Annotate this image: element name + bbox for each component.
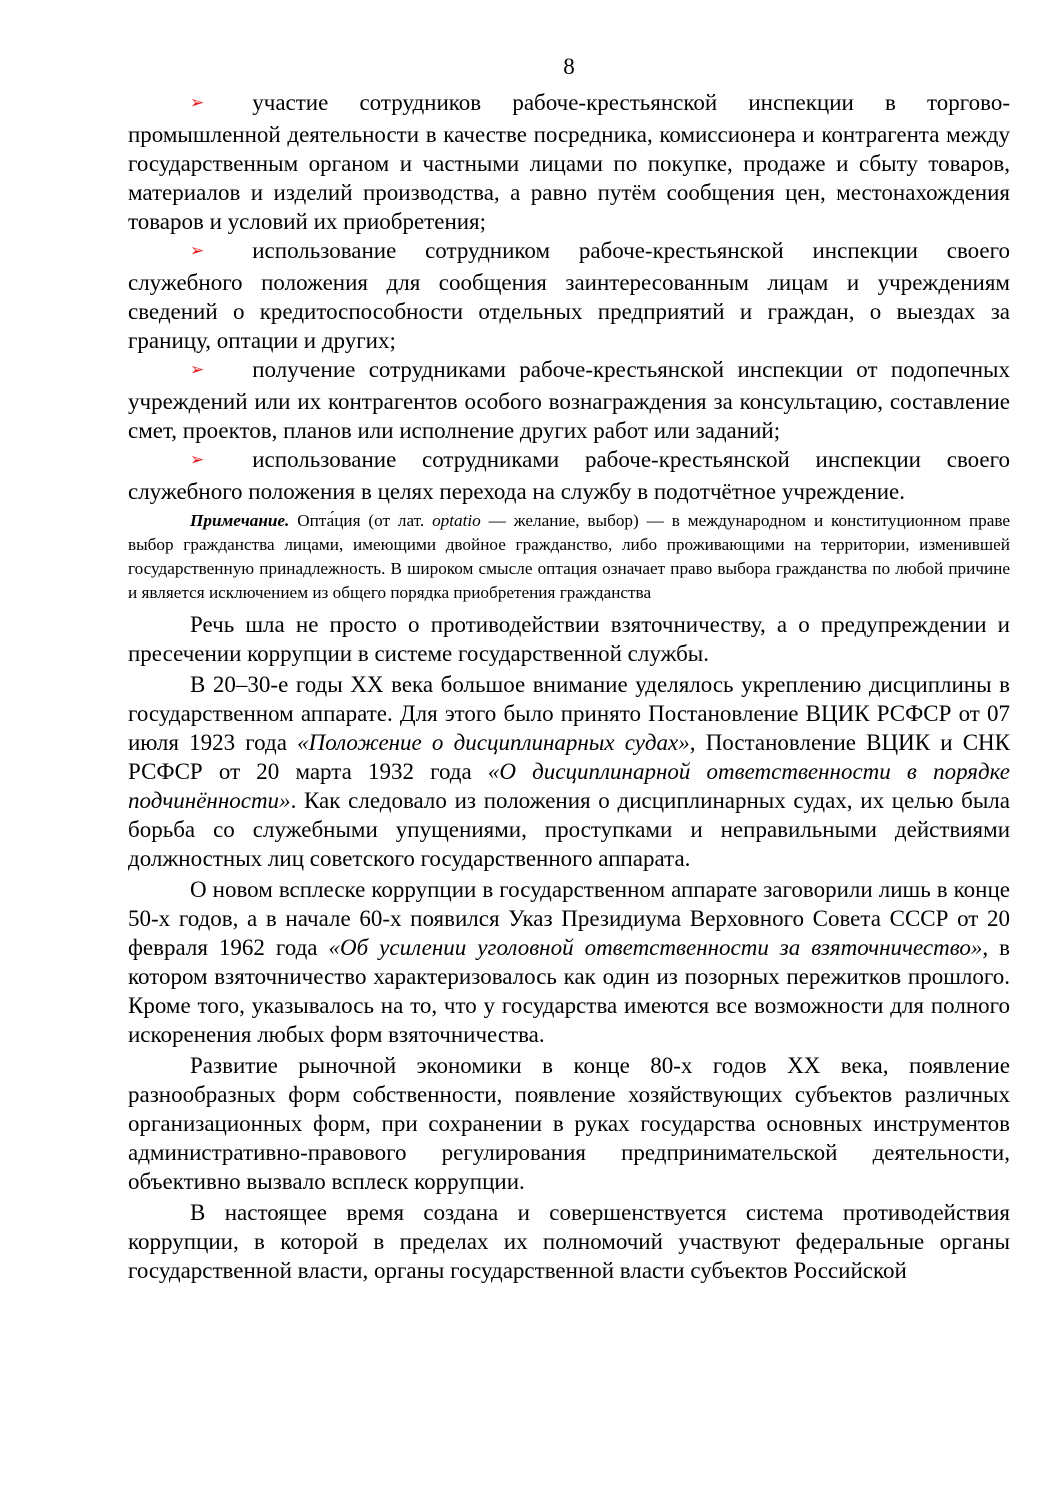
paragraph-current-system: В настоящее время создана и совершенствуется система противодействия коррупции, в которой в пределах их полномочий участвуют федеральные органы государственной власти, органы государственной власти субъектов Российской [128, 1200, 1010, 1283]
footnote-note [128, 509, 1010, 605]
document-page [128, 52, 1010, 1285]
arrow-bullet-icon: ➢ [190, 450, 205, 470]
paragraph-discipline [128, 670, 1010, 873]
arrow-bullet-icon: ➢ [190, 360, 205, 380]
note-text: — желание, выбор) — в международном и конституционном праве выбор гражданства лицами, имеющими двойное гражданство, либо проживающими на территории, изменившей государственную принадлежность. В широком смысле оптация означает право выбора гражданства по любой причине и является исключением из общего порядка приобретения гражданства [128, 511, 1011, 602]
note-label: Примечание. [190, 511, 290, 530]
list-item [128, 236, 1010, 355]
paragraph-anticorruption: Речь шла не просто о противодействии взяточничеству, а о предупреждении и пресечении коррупции в системе государственной службы. [128, 612, 1010, 666]
document-title-quote: «Положение о дисциплинарных судах» [297, 730, 690, 755]
arrow-bullet-icon: ➢ [190, 93, 205, 113]
paragraph-text: , в котором взяточничество характеризовалось как один из позорных пережитков прошлого. Кроме того, указывалось на то, что у государства имеются все возможности для полного искоренения любых форм взяточничества. [128, 935, 1010, 1047]
paragraph-text: , Постановление ВЦИК и СНК РСФСР от 20 марта 1932 года [128, 730, 1010, 784]
paragraph-text: . Как следовало из положения о дисциплинарных судах, их целью была борьба со служебными упущениями, проступками и неправильными действиями должностных лиц советского государственного аппарата. [128, 788, 1010, 871]
paragraph-text: О новом всплеске коррупции в государственном аппарате заговорили лишь в конце 50-х годов, а в начале 60-х появился Указ Президиума Верховного Совета СССР от 20 февраля 1962 года [128, 877, 1010, 960]
document-title-quote: «Об усилении уголовной ответственности за взяточничество» [328, 935, 983, 960]
list-item-text: получение сотрудниками рабоче-крестьянской инспекции от подопечных учреждений или их контрагентов особого вознаграждения за консультацию, составление смет, проектов, планов или исполнение других работ или заданий; [128, 357, 1010, 443]
list-item [128, 445, 1010, 506]
paragraph-bribery-decree [128, 875, 1010, 1049]
list-item [128, 355, 1010, 445]
note-latin-word: optatio [432, 511, 481, 530]
arrow-bullet-icon: ➢ [190, 241, 205, 261]
page-number: 8 [563, 54, 575, 79]
note-term: Опта́ция (от лат. [289, 511, 433, 530]
paragraph-market-economy: Развитие рыночной экономики в конце 80-х годов XX века, появление разнообразных форм собственности, появление хозяйствующих субъектов различных организационных форм, при сохранении в руках государства основных инструментов административно-правового регулирования предпринимательской деятельности, объективно вызвало всплеск коррупции. [128, 1053, 1010, 1194]
paragraph-text: В 20–30-е годы XX века большое внимание уделялось укреплению дисциплины в государственном аппарате. Для этого было принято Постановление ВЦИК РСФСР от 07 июля 1923 года [128, 672, 1010, 755]
list-item-text: участие сотрудников рабоче-крестьянской инспекции в торгово-промышленной деятельности в качестве посредника, комиссионера и контрагента между государственным органом и частными лицами по покупке, продаже и сбыту товаров, материалов и изделий производства, а равно путём сообщения цен, местонахождения товаров и условий их приобретения; [128, 90, 1010, 234]
list-item-text: использование сотрудником рабоче-крестьянской инспекции своего служебного положения для сообщения заинтересованным лицам и учреждениям сведений о кредитоспособности отдельных предприятий и граждан, о выездах за границу, оптации и других; [128, 238, 1010, 353]
list-item-text: использование сотрудниками рабоче-крестьянской инспекции своего служебного положения в целях перехода на службу в подотчётное учреждение. [128, 447, 1010, 504]
document-title-quote: «О дисциплинарной ответственности в порядке подчинённости» [128, 759, 1010, 813]
list-item [128, 88, 1010, 236]
